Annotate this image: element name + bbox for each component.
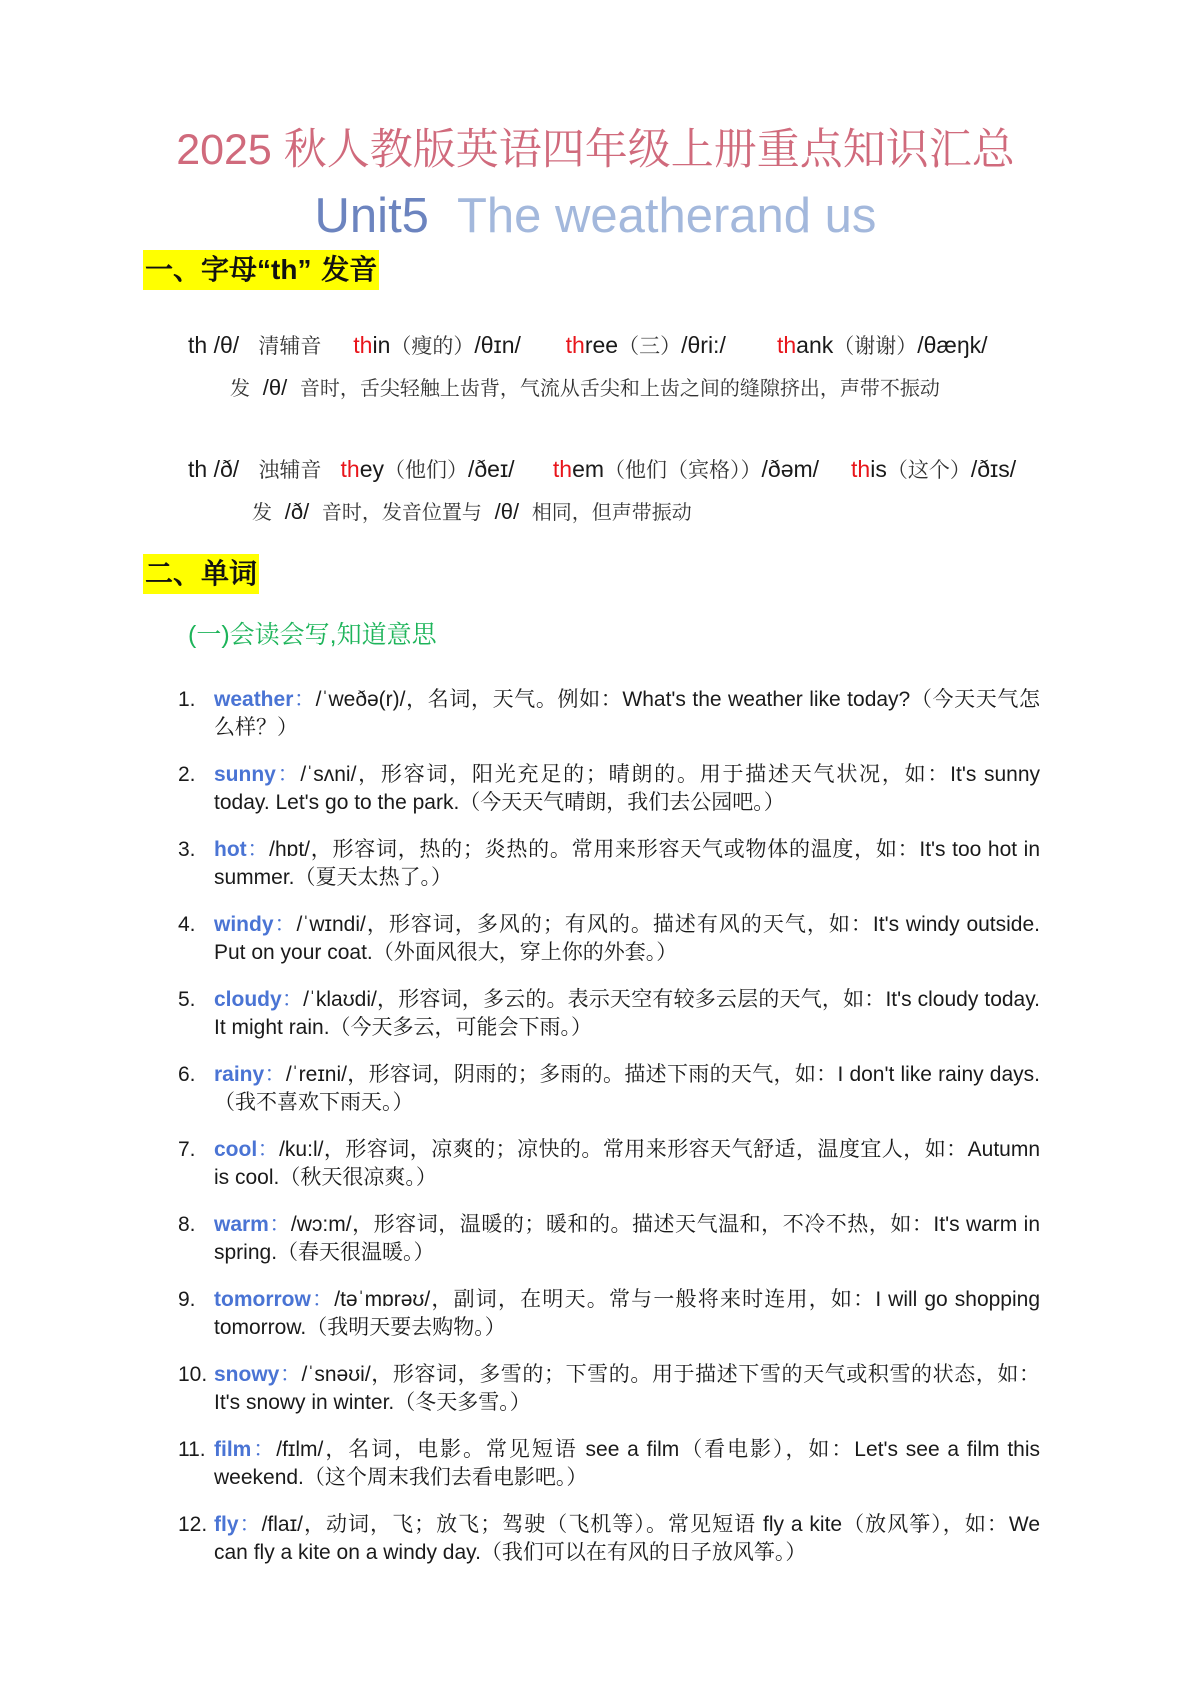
heading-prefix: 一、字母	[145, 253, 258, 286]
section-heading-words: 二、单词	[143, 554, 259, 594]
vocab-item: 10. snowy：/ˈsnəʊi/，形容词，多雪的；下雪的。用于描述下雪的天气或积雪的状态，如：It's snowy in winter.（冬天多雪。）	[178, 1363, 1040, 1414]
voiceless-type: 清辅音	[258, 334, 322, 358]
vocab-item: 7. cool：/ku:l/，形容词，凉爽的；凉快的。常用来形容天气舒适，温度宜人，如：Autumn is cool.（秋天很凉爽。）	[178, 1138, 1041, 1189]
voiced-label: th /ð/	[188, 456, 240, 482]
document-title: 2025 秋人教版英语四年级上册重点知识汇总	[176, 126, 1015, 174]
vocab-item: 9. tomorrow：/təˈmɒrəʊ/，副词，在明天。常与一般将来时连用，如：I will go shopping tomorrow.（我明天要去购物。）	[178, 1288, 1041, 1339]
vocab-item: 11. film：/fɪlm/，名词，电影。常见短语 see a film（看电影），如：Let's see a film this weekend.（这个周末我们去看电影吧。）	[178, 1438, 1040, 1489]
example-thank: thank（谢谢）/θæŋk/	[776, 332, 988, 358]
vocab-item: 1. weather：/ˈweðə(r)/，名词，天气。例如：What's the weather like today?（今天天气怎么样？）	[178, 688, 1041, 739]
example-them: them（他们（宾格））/ðəm/	[552, 456, 820, 482]
voiceless-th-line	[188, 330, 988, 361]
example-thin: thin（瘦的）/θɪn/	[353, 332, 521, 358]
subheading-read-write: (一)会读会写,知道意思	[188, 621, 437, 649]
example-this: this（这个）/ðɪs/	[851, 456, 1017, 482]
example-they: they（他们）/ðeɪ/	[340, 456, 515, 482]
voiceless-label: th /θ/	[188, 332, 240, 358]
section-heading-th	[143, 250, 379, 290]
unit-label: Unit5	[314, 189, 429, 243]
vocab-item: 2. sunny：/ˈsʌni/，形容词，阳光充足的；晴朗的。用于描述天气状况，如：It's sunny today. Let's go to the park.（今天天气晴朗，我们去公园吧。）	[178, 763, 1040, 814]
vocab-item: 4. windy：/ˈwɪndi/，形容词，多风的；有风的。描述有风的天气，如：It's windy outside. Put on your coat.（外面风很大，穿上你的外套。）	[178, 913, 1041, 964]
vocab-item: 12. fly：/flaɪ/，动词，飞；放飞；驾驶（飞机等）。常见短语 fly a kite（放风筝），如：We can fly a kite on a windy day.（我们可以在有风的日子放风筝。）	[178, 1513, 1041, 1564]
heading-letters: “th”	[257, 254, 312, 285]
vocab-item: 6. rainy：/ˈreɪni/，形容词，阴雨的；多雨的。描述下雨的天气，如：I don't like rainy days.（我不喜欢下雨天。）	[178, 1063, 1040, 1114]
vocab-item: 8. warm：/wɔ:m/，形容词，温暖的；暖和的。描述天气温和，不冷不热，如：It's warm in spring.（春天很温暖。）	[178, 1213, 1040, 1264]
unit-name: The weatherand us	[456, 189, 877, 243]
voiced-type: 浊辅音	[258, 458, 322, 482]
voiceless-description: 发 /θ/ 音时，舌尖轻触上齿背，气流从舌尖和上齿之间的缝隙挤出，声带不振动	[230, 375, 940, 400]
example-three: three（三）/θri:/	[565, 332, 726, 358]
vocab-item: 3. hot：/hɒt/，形容词，热的；炎热的。常用来形容天气或物体的温度，如：It's too hot in summer.（夏天太热了。）	[178, 838, 1041, 889]
vocab-item: 5. cloudy：/ˈklaʊdi/，形容词，多云的。表示天空有较多云层的天气，如：It's cloudy today. It might rain.（今天多云，可能会下雨。）	[178, 988, 1041, 1039]
unit-title	[0, 186, 1191, 246]
heading-suffix: 发音	[321, 253, 378, 286]
voiced-description: 发 /ð/ 音时，发音位置与 /θ/ 相同，但声带振动	[252, 499, 692, 524]
voiced-th-line	[188, 454, 1016, 485]
